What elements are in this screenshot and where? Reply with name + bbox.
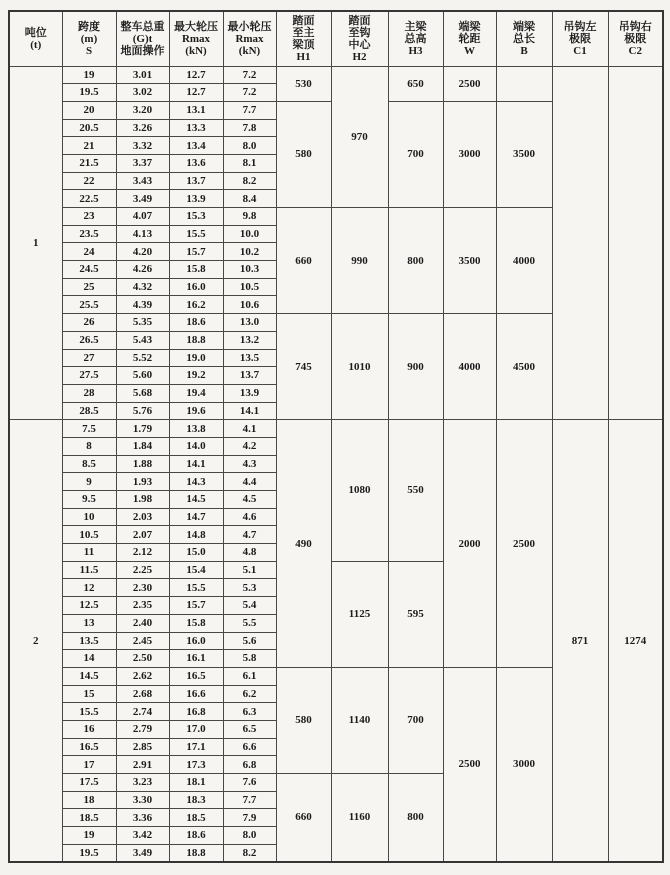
header-line: 总高 (404, 32, 427, 45)
header-line: 总长 (513, 32, 535, 45)
h1-cell: 530 (276, 66, 331, 101)
weight-cell: 1.88 (116, 455, 169, 473)
span-cell: 7.5 (62, 420, 116, 438)
h3-cell: 650 (388, 66, 443, 101)
rmax-cell: 15.8 (169, 614, 223, 632)
rmax-cell: 12.7 (169, 84, 223, 102)
header-line: Rmax (235, 32, 264, 45)
span-cell: 8.5 (62, 455, 116, 473)
header-line: 端梁 (513, 20, 535, 33)
w-cell: 2000 (443, 420, 496, 668)
weight-cell: 4.07 (116, 208, 169, 226)
rmax-cell: 14.1 (169, 455, 223, 473)
header-line: 最小轮压 (227, 20, 272, 33)
rmin-cell: 9.8 (223, 208, 276, 226)
rmax-cell: 15.5 (169, 579, 223, 597)
header-line: 吨位 (24, 26, 47, 39)
weight-cell: 2.25 (116, 561, 169, 579)
rmin-cell: 4.1 (223, 420, 276, 438)
rmin-cell: 7.2 (223, 84, 276, 102)
span-cell: 14 (62, 650, 116, 668)
weight-cell: 2.30 (116, 579, 169, 597)
rmin-cell: 8.2 (223, 172, 276, 190)
col-header-rmax (169, 11, 223, 66)
header-line: W (464, 44, 475, 57)
header-line: 地面操作 (120, 44, 165, 57)
b-cell (496, 66, 552, 101)
rmax-cell: 13.7 (169, 172, 223, 190)
rmax-cell: 15.0 (169, 544, 223, 562)
rmax-cell: 13.4 (169, 137, 223, 155)
rmin-cell: 8.0 (223, 827, 276, 845)
rmax-cell: 13.9 (169, 190, 223, 208)
rmin-cell: 7.9 (223, 809, 276, 827)
rmin-cell: 5.6 (223, 632, 276, 650)
rmax-cell: 18.8 (169, 331, 223, 349)
h1-cell: 745 (276, 314, 331, 420)
span-cell: 17 (62, 756, 116, 774)
rmin-cell: 5.3 (223, 579, 276, 597)
span-cell: 12 (62, 579, 116, 597)
weight-cell: 2.07 (116, 526, 169, 544)
rmin-cell: 6.1 (223, 667, 276, 685)
span-cell: 20 (62, 101, 116, 119)
weight-cell: 3.32 (116, 137, 169, 155)
rmin-cell: 7.6 (223, 774, 276, 792)
h2-cell: 1140 (331, 667, 388, 773)
rmax-cell: 17.0 (169, 720, 223, 738)
h3-cell: 700 (388, 667, 443, 773)
weight-cell: 5.35 (116, 314, 169, 332)
span-cell: 22 (62, 172, 116, 190)
rmax-cell: 15.8 (169, 261, 223, 279)
rmin-cell: 8.0 (223, 137, 276, 155)
span-cell: 23.5 (62, 225, 116, 243)
span-cell: 19 (62, 827, 116, 845)
span-cell: 11.5 (62, 561, 116, 579)
h3-cell: 700 (388, 101, 443, 207)
span-cell: 9.5 (62, 491, 116, 509)
span-cell: 19 (62, 66, 116, 84)
span-cell: 10.5 (62, 526, 116, 544)
rmax-cell: 14.3 (169, 473, 223, 491)
weight-cell: 4.13 (116, 225, 169, 243)
col-header-c1 (552, 11, 608, 66)
rmin-cell: 6.2 (223, 685, 276, 703)
rmin-cell: 4.6 (223, 508, 276, 526)
c1-cell (552, 66, 608, 420)
header-line: H1 (296, 50, 311, 63)
table-body (9, 66, 663, 862)
span-cell: 27 (62, 349, 116, 367)
h3-cell: 550 (388, 420, 443, 562)
header-line: 吊钩左 (563, 20, 597, 33)
rmax-cell: 16.8 (169, 703, 223, 721)
rmax-cell: 15.4 (169, 561, 223, 579)
c2-cell: 1274 (608, 420, 663, 862)
weight-cell: 3.42 (116, 827, 169, 845)
span-cell: 21.5 (62, 154, 116, 172)
weight-cell: 3.43 (116, 172, 169, 190)
rmax-cell: 19.2 (169, 367, 223, 385)
weight-cell: 2.91 (116, 756, 169, 774)
rmin-cell: 13.9 (223, 384, 276, 402)
span-cell: 24.5 (62, 261, 116, 279)
weight-cell: 3.26 (116, 119, 169, 137)
header-line: 端梁 (458, 20, 481, 33)
tonnage-cell: 1 (9, 66, 62, 420)
weight-cell: 5.76 (116, 402, 169, 420)
span-cell: 16.5 (62, 738, 116, 756)
rmin-cell: 13.7 (223, 367, 276, 385)
span-cell: 15.5 (62, 703, 116, 721)
h1-cell: 580 (276, 667, 331, 773)
rmin-cell: 4.7 (223, 526, 276, 544)
rmax-cell: 16.0 (169, 632, 223, 650)
rmax-cell: 14.5 (169, 491, 223, 509)
span-cell: 11 (62, 544, 116, 562)
rmax-cell: 15.7 (169, 597, 223, 615)
rmin-cell: 10.2 (223, 243, 276, 261)
rmin-cell: 13.2 (223, 331, 276, 349)
weight-cell: 2.45 (116, 632, 169, 650)
rmin-cell: 7.8 (223, 119, 276, 137)
rmin-cell: 6.6 (223, 738, 276, 756)
col-header-rmin (223, 11, 276, 66)
header-line: H3 (408, 44, 423, 57)
rmax-cell: 14.8 (169, 526, 223, 544)
rmin-cell: 7.7 (223, 791, 276, 809)
table-row (9, 420, 663, 438)
col-header-weight (116, 11, 169, 66)
rmax-cell: 19.6 (169, 402, 223, 420)
h2-cell: 1080 (331, 420, 388, 562)
span-cell: 18 (62, 791, 116, 809)
span-cell: 22.5 (62, 190, 116, 208)
rmin-cell: 4.8 (223, 544, 276, 562)
rmin-cell: 10.0 (223, 225, 276, 243)
rmin-cell: 7.2 (223, 66, 276, 84)
rmax-cell: 13.1 (169, 101, 223, 119)
h3-cell: 900 (388, 314, 443, 420)
weight-cell: 4.32 (116, 278, 169, 296)
span-cell: 19.5 (62, 844, 116, 862)
header-line: (kN) (185, 44, 207, 57)
weight-cell: 3.36 (116, 809, 169, 827)
rmin-cell: 6.3 (223, 703, 276, 721)
rmin-cell: 10.5 (223, 278, 276, 296)
weight-cell: 2.03 (116, 508, 169, 526)
weight-cell: 2.68 (116, 685, 169, 703)
span-cell: 9 (62, 473, 116, 491)
h3-cell: 595 (388, 561, 443, 667)
rmin-cell: 4.2 (223, 437, 276, 455)
weight-cell: 4.20 (116, 243, 169, 261)
weight-cell: 2.40 (116, 614, 169, 632)
weight-cell: 5.52 (116, 349, 169, 367)
weight-cell: 3.49 (116, 190, 169, 208)
header-line: 主梁 (404, 20, 427, 33)
span-cell: 10 (62, 508, 116, 526)
h3-cell: 800 (388, 208, 443, 314)
weight-cell: 3.49 (116, 844, 169, 862)
rmax-cell: 18.6 (169, 314, 223, 332)
h2-cell: 990 (331, 208, 388, 314)
header-line: 吊钩右 (618, 20, 652, 33)
rmax-cell: 16.5 (169, 667, 223, 685)
rmin-cell: 5.4 (223, 597, 276, 615)
header-line: 中心 (348, 38, 371, 51)
header-line: (t) (30, 38, 42, 51)
header-line: 极限 (624, 32, 647, 45)
b-cell: 4000 (496, 208, 552, 314)
c1-cell: 871 (552, 420, 608, 862)
h1-cell: 490 (276, 420, 331, 668)
header-line: (G)t (132, 32, 153, 45)
header-line: 至钩 (348, 26, 371, 39)
weight-cell: 1.79 (116, 420, 169, 438)
header-line: (kN) (238, 44, 261, 57)
header-line: C1 (573, 44, 587, 57)
header-line: 极限 (569, 32, 591, 45)
weight-cell: 3.20 (116, 101, 169, 119)
weight-cell: 5.68 (116, 384, 169, 402)
rmin-cell: 6.5 (223, 720, 276, 738)
col-header-tonnage (9, 11, 62, 66)
rmin-cell: 4.4 (223, 473, 276, 491)
rmax-cell: 16.2 (169, 296, 223, 314)
weight-cell: 2.35 (116, 597, 169, 615)
header-line: 整车总重 (120, 20, 165, 33)
tonnage-cell: 2 (9, 420, 62, 862)
weight-cell: 3.01 (116, 66, 169, 84)
weight-cell: 3.02 (116, 84, 169, 102)
rmin-cell: 8.4 (223, 190, 276, 208)
header-line: 踏面 (348, 14, 371, 27)
span-cell: 24 (62, 243, 116, 261)
span-cell: 13 (62, 614, 116, 632)
weight-cell: 4.26 (116, 261, 169, 279)
weight-cell: 2.74 (116, 703, 169, 721)
weight-cell: 2.85 (116, 738, 169, 756)
span-cell: 16 (62, 720, 116, 738)
header-line: 轮距 (458, 32, 481, 45)
header-line: C2 (628, 44, 642, 57)
rmax-cell: 12.7 (169, 66, 223, 84)
rmin-cell: 5.5 (223, 614, 276, 632)
col-header-c2 (608, 11, 663, 66)
header-row (9, 11, 663, 66)
span-cell: 13.5 (62, 632, 116, 650)
weight-cell: 3.23 (116, 774, 169, 792)
b-cell: 3000 (496, 667, 552, 862)
h1-cell: 660 (276, 774, 331, 862)
span-cell: 25 (62, 278, 116, 296)
rmin-cell: 5.1 (223, 561, 276, 579)
header-line: 跨度 (78, 20, 100, 33)
header-line: B (520, 44, 528, 57)
col-header-h2 (331, 11, 388, 66)
w-cell: 2500 (443, 66, 496, 101)
w-cell: 3500 (443, 208, 496, 314)
rmax-cell: 18.1 (169, 774, 223, 792)
rmin-cell: 8.2 (223, 844, 276, 862)
rmin-cell: 4.5 (223, 491, 276, 509)
table-header (9, 11, 663, 66)
weight-cell: 1.84 (116, 437, 169, 455)
table-row (9, 66, 663, 84)
rmax-cell: 15.5 (169, 225, 223, 243)
col-header-w (443, 11, 496, 66)
weight-cell: 3.37 (116, 154, 169, 172)
span-cell: 17.5 (62, 774, 116, 792)
weight-cell: 2.12 (116, 544, 169, 562)
b-cell: 3500 (496, 101, 552, 207)
header-line: Rmax (181, 32, 211, 45)
w-cell: 2500 (443, 667, 496, 862)
b-cell: 2500 (496, 420, 552, 668)
header-line: (m) (80, 32, 98, 45)
span-cell: 8 (62, 437, 116, 455)
col-header-h1 (276, 11, 331, 66)
span-cell: 26.5 (62, 331, 116, 349)
weight-cell: 2.79 (116, 720, 169, 738)
rmax-cell: 13.6 (169, 154, 223, 172)
span-cell: 28.5 (62, 402, 116, 420)
rmax-cell: 19.0 (169, 349, 223, 367)
h2-cell: 1010 (331, 314, 388, 420)
h2-cell: 970 (331, 66, 388, 208)
header-line: 梁顶 (292, 38, 315, 51)
rmin-cell: 10.6 (223, 296, 276, 314)
span-cell: 26 (62, 314, 116, 332)
weight-cell: 1.98 (116, 491, 169, 509)
span-cell: 12.5 (62, 597, 116, 615)
span-cell: 19.5 (62, 84, 116, 102)
rmax-cell: 17.3 (169, 756, 223, 774)
spec-table (8, 10, 664, 863)
w-cell: 4000 (443, 314, 496, 420)
rmax-cell: 14.0 (169, 437, 223, 455)
rmax-cell: 17.1 (169, 738, 223, 756)
b-cell: 4500 (496, 314, 552, 420)
rmin-cell: 13.0 (223, 314, 276, 332)
rmin-cell: 13.5 (223, 349, 276, 367)
span-cell: 14.5 (62, 667, 116, 685)
weight-cell: 3.30 (116, 791, 169, 809)
weight-cell: 1.93 (116, 473, 169, 491)
span-cell: 15 (62, 685, 116, 703)
span-cell: 27.5 (62, 367, 116, 385)
h2-cell: 1125 (331, 561, 388, 667)
weight-cell: 2.62 (116, 667, 169, 685)
rmax-cell: 14.7 (169, 508, 223, 526)
span-cell: 28 (62, 384, 116, 402)
span-cell: 23 (62, 208, 116, 226)
rmin-cell: 10.3 (223, 261, 276, 279)
h1-cell: 660 (276, 208, 331, 314)
w-cell: 3000 (443, 101, 496, 207)
col-header-span (62, 11, 116, 66)
header-line: S (85, 44, 93, 57)
rmax-cell: 18.6 (169, 827, 223, 845)
h3-cell: 800 (388, 774, 443, 862)
span-cell: 18.5 (62, 809, 116, 827)
rmax-cell: 13.8 (169, 420, 223, 438)
rmin-cell: 4.3 (223, 455, 276, 473)
rmax-cell: 16.6 (169, 685, 223, 703)
header-line: H2 (352, 50, 367, 63)
rmax-cell: 16.0 (169, 278, 223, 296)
header-line: 至主 (292, 26, 315, 39)
h2-cell: 1160 (331, 774, 388, 862)
col-header-h3 (388, 11, 443, 66)
rmax-cell: 19.4 (169, 384, 223, 402)
rmin-cell: 14.1 (223, 402, 276, 420)
rmax-cell: 15.7 (169, 243, 223, 261)
span-cell: 20.5 (62, 119, 116, 137)
rmax-cell: 18.5 (169, 809, 223, 827)
rmin-cell: 6.8 (223, 756, 276, 774)
rmax-cell: 13.3 (169, 119, 223, 137)
rmax-cell: 18.8 (169, 844, 223, 862)
weight-cell: 2.50 (116, 650, 169, 668)
rmax-cell: 15.3 (169, 208, 223, 226)
rmax-cell: 16.1 (169, 650, 223, 668)
rmin-cell: 8.1 (223, 154, 276, 172)
rmax-cell: 18.3 (169, 791, 223, 809)
rmin-cell: 7.7 (223, 101, 276, 119)
header-line: 最大轮压 (174, 20, 218, 33)
span-cell: 25.5 (62, 296, 116, 314)
c2-cell (608, 66, 663, 420)
h1-cell: 580 (276, 101, 331, 207)
weight-cell: 5.60 (116, 367, 169, 385)
weight-cell: 4.39 (116, 296, 169, 314)
rmin-cell: 5.8 (223, 650, 276, 668)
header-line: 踏面 (292, 14, 315, 27)
weight-cell: 5.43 (116, 331, 169, 349)
col-header-b (496, 11, 552, 66)
span-cell: 21 (62, 137, 116, 155)
